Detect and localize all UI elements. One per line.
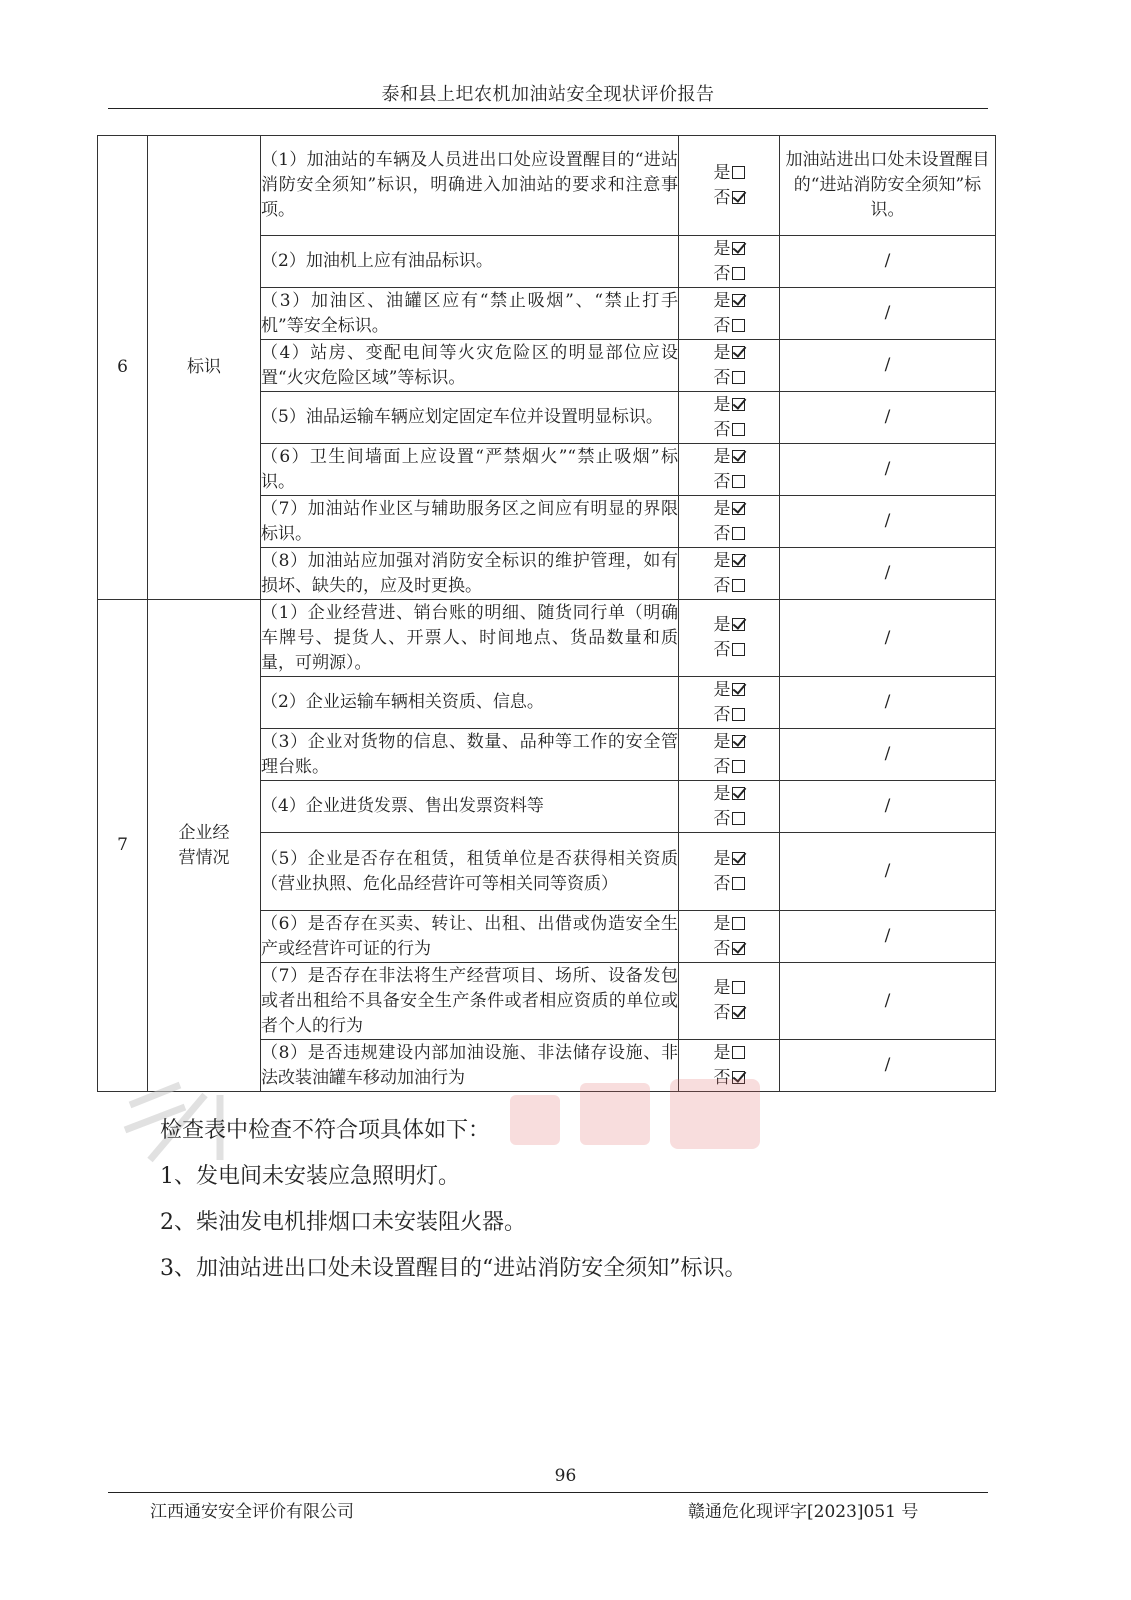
check-note: /	[780, 677, 996, 729]
check-result	[679, 136, 780, 236]
option-yes-label: 是	[713, 342, 731, 363]
option-no-label: 否	[713, 704, 731, 725]
option-no-label: 否	[713, 808, 731, 829]
check-note: /	[780, 600, 996, 677]
option-yes	[679, 289, 779, 314]
option-no	[679, 1066, 779, 1091]
option-no-label: 否	[713, 1003, 731, 1023]
option-yes-label: 是	[713, 1042, 731, 1063]
checked-checkbox-icon[interactable]	[732, 346, 745, 359]
option-yes-label: 是	[713, 615, 731, 635]
checked-checkbox-icon[interactable]	[732, 502, 745, 515]
finding-item: 3、加油站进出口处未设置醒目的“进站消防安全须知”标识。	[160, 1256, 747, 1281]
option-no	[679, 522, 779, 547]
check-note: 加油站进出口处未设置醒目的“进站消防安全须知”标识。	[780, 136, 996, 236]
check-result	[679, 781, 780, 833]
check-note: /	[780, 963, 996, 1040]
option-yes-label: 是	[713, 679, 731, 700]
checklist-body	[98, 136, 996, 1092]
option-yes	[679, 445, 779, 470]
check-result	[679, 833, 780, 911]
checked-checkbox-icon[interactable]	[732, 294, 745, 307]
check-note: /	[780, 288, 996, 340]
option-no-label: 否	[713, 873, 731, 894]
check-result	[679, 1040, 780, 1092]
finding-item: 2、柴油发电机排烟口未安装阻火器。	[160, 1210, 526, 1235]
check-note: /	[780, 729, 996, 781]
empty-checkbox-icon[interactable]	[732, 877, 745, 890]
checked-checkbox-icon[interactable]	[732, 942, 745, 955]
table-row	[98, 136, 996, 236]
option-yes-label: 是	[713, 290, 731, 311]
check-result	[679, 340, 780, 392]
empty-checkbox-icon[interactable]	[732, 708, 745, 721]
option-no	[679, 755, 779, 780]
check-item-text: （4）站房、变配电间等火灾危险区的明显部位应设置“火灾危险区域”等标识。	[261, 340, 679, 392]
option-no	[679, 186, 779, 211]
option-yes	[679, 393, 779, 418]
item-group-number: 7	[98, 600, 148, 1092]
option-no	[679, 638, 779, 663]
empty-checkbox-icon[interactable]	[732, 267, 745, 280]
option-no-label: 否	[713, 575, 731, 596]
findings-intro: 检查表中检查不符合项具体如下：	[160, 1118, 491, 1143]
item-group-category: 企业经营情况	[148, 600, 261, 1092]
option-yes-label: 是	[713, 731, 731, 752]
check-result	[679, 444, 780, 496]
option-no-label: 否	[713, 523, 731, 544]
option-no-label: 否	[713, 367, 731, 388]
option-yes	[679, 782, 779, 807]
check-result	[679, 496, 780, 548]
footer-company: 江西通安安全评价有限公司	[150, 1502, 354, 1522]
check-note: /	[780, 833, 996, 911]
option-yes	[679, 549, 779, 574]
empty-checkbox-icon[interactable]	[732, 423, 745, 436]
option-no-label: 否	[713, 640, 731, 660]
empty-checkbox-icon[interactable]	[732, 579, 745, 592]
check-note: /	[780, 781, 996, 833]
footer-rule	[108, 1492, 988, 1493]
option-yes-label: 是	[713, 783, 731, 804]
option-yes	[679, 976, 779, 1001]
option-yes-label: 是	[713, 162, 731, 183]
check-item-text: （7）是否存在非法将生产经营项目、场所、设备发包或者出租给不具备安全生产条件或者相应资质的单位或者个人的行为	[261, 963, 679, 1040]
empty-checkbox-icon[interactable]	[732, 319, 745, 332]
check-item-text: （2）加油机上应有油品标识。	[261, 236, 679, 288]
check-note: /	[780, 1040, 996, 1092]
page-header-title: 泰和县上圯农机加油站安全现状评价报告	[381, 84, 715, 105]
option-no	[679, 366, 779, 391]
page-number: 96	[554, 1466, 577, 1486]
header-rule	[108, 108, 988, 109]
empty-checkbox-icon[interactable]	[732, 475, 745, 488]
checked-checkbox-icon[interactable]	[732, 450, 745, 463]
option-yes-label: 是	[713, 394, 731, 415]
check-note: /	[780, 911, 996, 963]
check-note: /	[780, 444, 996, 496]
finding-item: 1、发电间未安装应急照明灯。	[160, 1164, 460, 1189]
check-item-text: （6）卫生间墙面上应设置“严禁烟火”“禁止吸烟”标识。	[261, 444, 679, 496]
option-yes	[679, 341, 779, 366]
option-no	[679, 574, 779, 599]
check-item-text: （2）企业运输车辆相关资质、信息。	[261, 677, 679, 729]
check-result	[679, 677, 780, 729]
option-no	[679, 872, 779, 897]
option-yes-label: 是	[713, 913, 731, 934]
option-yes	[679, 847, 779, 872]
check-note: /	[780, 392, 996, 444]
option-no-label: 否	[713, 419, 731, 440]
empty-checkbox-icon[interactable]	[732, 760, 745, 773]
checked-checkbox-icon[interactable]	[732, 787, 745, 800]
option-no-label: 否	[713, 187, 731, 208]
footer-doc-code: 赣通危化现评字[2023]051 号	[688, 1502, 919, 1522]
check-note: /	[780, 548, 996, 600]
checked-checkbox-icon[interactable]	[732, 618, 745, 631]
empty-checkbox-icon[interactable]	[732, 643, 745, 656]
option-yes-label: 是	[713, 978, 731, 998]
option-yes	[679, 613, 779, 638]
option-no	[679, 807, 779, 832]
check-item-text: （8）是否违规建设内部加油设施、非法储存设施、非法改装油罐车移动加油行为	[261, 1040, 679, 1092]
option-yes	[679, 730, 779, 755]
empty-checkbox-icon[interactable]	[732, 917, 745, 930]
check-item-text: （7）加油站作业区与辅助服务区之间应有明显的界限标识。	[261, 496, 679, 548]
checked-checkbox-icon[interactable]	[732, 683, 745, 696]
option-no-label: 否	[713, 315, 731, 336]
checked-checkbox-icon[interactable]	[732, 1006, 745, 1019]
check-note: /	[780, 496, 996, 548]
option-yes	[679, 912, 779, 937]
option-no	[679, 937, 779, 962]
checklist-table	[97, 135, 996, 1092]
option-no-label: 否	[713, 263, 731, 284]
check-result	[679, 392, 780, 444]
check-result	[679, 236, 780, 288]
option-no-label: 否	[713, 471, 731, 492]
check-item-text: （4）企业进货发票、售出发票资料等	[261, 781, 679, 833]
option-yes-label: 是	[713, 446, 731, 467]
option-yes	[679, 497, 779, 522]
check-item-text: （1）加油站的车辆及人员进出口处应设置醒目的“进站消防安全须知”标识，明确进入加油站的要求和注意事项。	[261, 136, 679, 236]
empty-checkbox-icon[interactable]	[732, 1046, 745, 1059]
option-no-label: 否	[713, 1067, 731, 1088]
check-result	[679, 911, 780, 963]
item-group-number: 6	[98, 136, 148, 600]
option-yes	[679, 678, 779, 703]
check-item-text: （6）是否存在买卖、转让、出租、出借或伪造安全生产或经营许可证的行为	[261, 911, 679, 963]
check-result	[679, 729, 780, 781]
check-item-text: （3）加油区、油罐区应有“禁止吸烟”、“禁止打手机”等安全标识。	[261, 288, 679, 340]
checked-checkbox-icon[interactable]	[732, 852, 745, 865]
check-result	[679, 963, 780, 1040]
empty-checkbox-icon[interactable]	[732, 166, 745, 179]
check-note: /	[780, 236, 996, 288]
option-no-label: 否	[713, 756, 731, 777]
check-item-text: （5）企业是否存在租赁，租赁单位是否获得相关资质（营业执照、危化品经营许可等相关同等资质）	[261, 833, 679, 911]
findings-section	[160, 1108, 747, 1292]
option-yes-label: 是	[713, 848, 731, 869]
option-no-label: 否	[713, 938, 731, 959]
option-yes	[679, 161, 779, 186]
checked-checkbox-icon[interactable]	[732, 1071, 745, 1084]
option-yes	[679, 237, 779, 262]
check-result	[679, 548, 780, 600]
item-group-category: 标识	[148, 136, 261, 600]
empty-checkbox-icon[interactable]	[732, 812, 745, 825]
option-yes-label: 是	[713, 498, 731, 519]
empty-checkbox-icon[interactable]	[732, 527, 745, 540]
empty-checkbox-icon[interactable]	[732, 981, 745, 994]
check-note: /	[780, 340, 996, 392]
option-yes-label: 是	[713, 238, 731, 259]
option-no	[679, 262, 779, 287]
checked-checkbox-icon[interactable]	[732, 191, 745, 204]
option-no	[679, 1001, 779, 1026]
checked-checkbox-icon[interactable]	[732, 242, 745, 255]
check-result	[679, 600, 780, 677]
check-result	[679, 288, 780, 340]
table-row	[98, 600, 996, 677]
check-item-text: （1）企业经营进、销台账的明细、随货同行单（明确车牌号、提货人、开票人、时间地点、货品数量和质量，可朔源）。	[261, 600, 679, 677]
empty-checkbox-icon[interactable]	[732, 371, 745, 384]
check-item-text: （5）油品运输车辆应划定固定车位并设置明显标识。	[261, 392, 679, 444]
checked-checkbox-icon[interactable]	[732, 735, 745, 748]
option-no	[679, 703, 779, 728]
check-item-text: （3）企业对货物的信息、数量、品种等工作的安全管理台账。	[261, 729, 679, 781]
option-yes-label: 是	[713, 550, 731, 571]
checked-checkbox-icon[interactable]	[732, 554, 745, 567]
option-no	[679, 314, 779, 339]
option-yes	[679, 1041, 779, 1066]
check-item-text: （8）加油站应加强对消防安全标识的维护管理，如有损坏、缺失的，应及时更换。	[261, 548, 679, 600]
option-no	[679, 470, 779, 495]
option-no	[679, 418, 779, 443]
checked-checkbox-icon[interactable]	[732, 398, 745, 411]
